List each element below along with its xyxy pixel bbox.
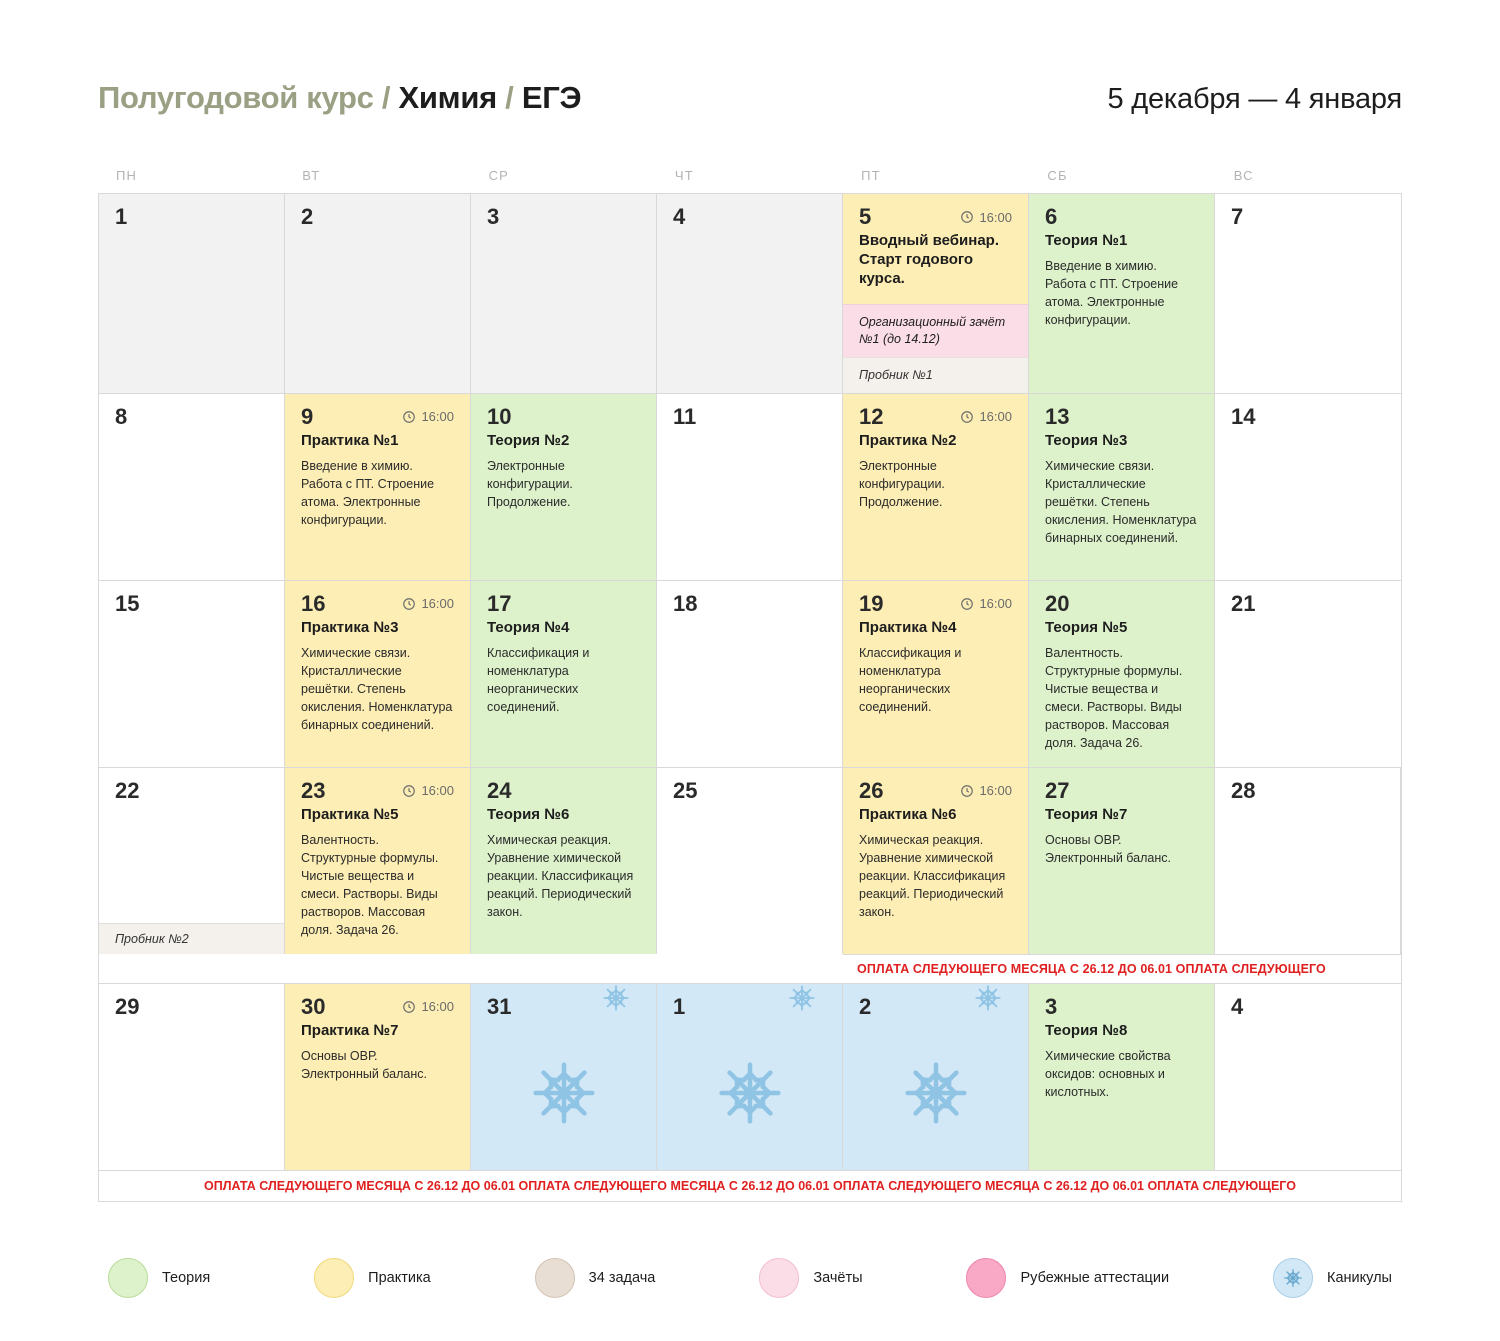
page-title [98,80,581,116]
day-number: 7 [1231,204,1244,229]
event-time-label: 16:00 [421,999,454,1015]
event-title: Теория №7 [1045,805,1128,823]
day-number: 15 [115,590,140,616]
event-title: Теория №1 [1045,232,1128,249]
payment-banner: ОПЛАТА СЛЕДУЮЩЕГО МЕСЯЦА С 26.12 ДО 06.01 ОПЛАТА СЛЕДУЮЩЕГО [843,954,1401,983]
event-description: Классификация и номенклатура неорганических соединений. [487,645,590,714]
legend-item [535,1258,656,1298]
day-number: 2 [859,993,872,1019]
event-title: Практика №4 [859,618,957,636]
calendar-day-cell[interactable] [1215,581,1401,767]
snowflake-icon [716,1059,784,1132]
page-header [98,80,1402,116]
calendar-day-cell[interactable] [657,768,843,954]
snowflake-icon [788,984,816,1017]
event-title: Теория №8 [1045,1021,1128,1039]
weekday-header-row [98,168,1402,183]
calendar-day-cell[interactable] [657,394,843,580]
legend-item [1273,1258,1392,1298]
event-body [843,232,1028,304]
day-number: 11 [673,403,697,429]
day-number: 25 [673,777,698,803]
day-number-row [99,768,284,806]
calendar-day-cell[interactable] [1029,194,1215,393]
day-number-row [1029,768,1214,806]
event-time [402,409,454,424]
event-body [843,432,1028,521]
day-number: 29 [115,993,140,1019]
day-number: 8 [115,403,128,429]
event-description: Электронные конфигурации. Продолжение. [859,458,945,509]
legend-color-dot [759,1258,799,1298]
calendar-day-cell[interactable] [285,194,471,393]
day-number: 13 [1045,403,1070,429]
day-number: 17 [487,590,512,616]
day-number-row [657,581,842,619]
day-number-row [1215,984,1401,1022]
legend-label: Практика [368,1269,431,1286]
day-number: 27 [1045,777,1070,803]
event-body [471,806,656,931]
event-title: Теория №6 [487,805,570,823]
title-separator-1: / [373,80,399,115]
day-number-row [1215,768,1400,806]
day-number-row [99,394,284,432]
legend-label: 34 задача [588,1269,656,1286]
event-body [1029,806,1214,877]
day-number-row [1029,194,1214,232]
weekday-wed: СР [488,168,510,183]
day-number-row [471,768,656,806]
calendar-day-cell[interactable] [1029,394,1215,580]
calendar-day-cell[interactable] [471,984,657,1170]
title-separator-2: / [496,80,522,115]
day-number: 22 [115,777,140,803]
day-number: 14 [1231,403,1256,429]
legend-item [759,1258,862,1298]
event-title: Практика №1 [301,431,399,449]
calendar-day-cell[interactable] [99,194,285,393]
weekday-thu: ЧТ [674,168,694,183]
calendar-day-cell[interactable] [471,394,657,580]
title-course: Полугодовой курс [98,80,374,115]
event-title: Практика №7 [301,1021,399,1039]
event-time [960,596,1012,611]
calendar-day-cell[interactable] [1029,581,1215,767]
legend [98,1258,1402,1298]
event-time-label: 16:00 [421,783,454,799]
probnik-block[interactable]: Пробник №1 [843,357,1028,393]
holiday-decoration [471,1022,656,1170]
day-number: 26 [859,777,884,803]
day-number: 19 [859,590,884,616]
day-number: 3 [1045,993,1058,1019]
day-number: 9 [301,403,314,429]
holiday-decoration [657,1022,842,1170]
day-number: 30 [301,993,326,1019]
event-title: Практика №5 [301,805,399,823]
event-description: Химическая реакция. Уравнение химической реакции. Классификация реакций. Периодический закон. [487,832,634,920]
event-description: Основы ОВР. Электронный баланс. [301,1048,427,1081]
day-number: 24 [487,777,512,803]
day-number-row [1029,394,1214,432]
day-number-row [99,194,284,232]
event-description: Валентность. Структурные формулы. Чистые вещества и смеси. Растворы. Виды растворов. Массовая доля. Задача 26. [301,832,439,938]
calendar-week [99,194,1401,394]
day-number-row [285,394,470,432]
zachet-block[interactable]: Организационный зачёт №1 (до 14.12) [843,304,1028,357]
event-body [285,806,470,950]
legend-color-dot [108,1258,148,1298]
calendar-grid [98,193,1402,1171]
event-description: Химические свойства оксидов: основных и кислотных. [1045,1048,1171,1099]
day-number: 5 [859,204,872,229]
day-number: 4 [673,204,686,229]
day-number-row [285,581,470,619]
day-number-row [657,394,842,432]
weekday-sat: СБ [1047,168,1068,183]
day-number-row [843,394,1028,432]
probnik-block[interactable]: Пробник №2 [99,923,284,954]
legend-color-dot [535,1258,575,1298]
calendar-day-cell[interactable] [285,768,471,954]
event-time [402,999,454,1014]
legend-label: Теория [162,1269,211,1286]
weekday-mon: ПН [116,168,138,183]
event-description: Основы ОВР. Электронный баланс. [1045,832,1171,865]
event-time [402,783,454,798]
legend-item [108,1258,210,1298]
event-time-label: 16:00 [421,409,454,425]
weekday-fri: ПТ [861,168,881,183]
day-number: 10 [487,403,512,429]
day-number: 4 [1231,993,1244,1019]
snowflake-icon [530,1059,598,1132]
legend-item [314,1258,431,1298]
day-number: 21 [1231,590,1256,616]
day-number-row [657,768,842,806]
event-body [285,1022,470,1093]
day-number-row [471,394,656,432]
event-time-label: 16:00 [979,596,1012,612]
calendar-week [99,394,1401,581]
day-number: 28 [1231,777,1256,803]
event-title: Теория №5 [1045,618,1128,636]
day-number: 23 [301,777,326,803]
calendar-day-cell[interactable] [471,768,657,954]
day-number-row [471,194,656,232]
event-time [960,210,1012,225]
snowflake-icon [602,984,630,1017]
day-number: 3 [487,204,500,229]
day-number: 20 [1045,590,1070,616]
calendar-day-cell[interactable] [99,581,285,767]
event-title: Теория №3 [1045,431,1128,449]
event-description: Химические связи. Кристаллические решётки. Степень окисления. Номенклатура бинарных соединений. [1045,458,1197,546]
title-exam: ЕГЭ [521,80,582,115]
event-title: Практика №2 [859,431,957,449]
day-number-row [657,194,842,232]
calendar-day-cell[interactable] [1215,984,1401,1170]
event-body [471,619,656,726]
event-body [471,432,656,521]
event-description: Валентность. Структурные формулы. Чистые вещества и смеси. Растворы. Виды растворов. Массовая доля. Задача 26. [1045,645,1183,751]
event-body [1029,1022,1214,1111]
weekday-sun: ВС [1233,168,1254,183]
event-description: Классификация и номенклатура неорганических соединений. [859,645,962,714]
event-description: Химические связи. Кристаллические решётки. Степень окисления. Номенклатура бинарных соединений. [301,645,453,733]
snowflake-icon [902,1059,970,1132]
calendar-day-cell[interactable] [843,984,1029,1170]
event-time-label: 16:00 [979,209,1012,225]
event-time-label: 16:00 [979,409,1012,425]
day-number: 31 [487,993,512,1019]
event-body [843,619,1028,726]
legend-label: Зачёты [813,1269,863,1286]
calendar-day-cell[interactable] [285,984,471,1170]
event-title: Теория №2 [487,431,570,449]
event-title: Практика №6 [859,805,957,823]
event-body [1029,619,1214,763]
day-number-row [285,768,470,806]
event-body [1029,232,1214,339]
event-title: Практика №3 [301,618,399,636]
snowflake-icon [974,984,1002,1017]
day-number: 16 [301,590,326,616]
day-number: 1 [115,204,128,229]
event-time-label: 16:00 [979,783,1012,799]
calendar-day-cell[interactable] [285,394,471,580]
calendar-day-cell[interactable] [843,194,1029,393]
calendar-day-cell[interactable] [843,394,1029,580]
calendar-week [99,984,1401,1171]
legend-color-dot [1273,1258,1313,1298]
calendar-day-cell[interactable] [285,581,471,767]
calendar-day-cell[interactable] [1029,984,1215,1170]
day-number-row [99,984,284,1022]
day-number-row [285,984,470,1022]
day-number-row [843,194,1028,232]
day-number: 18 [673,590,698,616]
event-time [402,596,454,611]
calendar-day-cell[interactable] [1029,768,1215,954]
calendar-day-cell[interactable] [471,194,657,393]
day-number-row [843,768,1028,806]
day-number-row [471,581,656,619]
payment-notice-row: ОПЛАТА СЛЕДУЮЩЕГО МЕСЯЦА С 26.12 ДО 06.01 ОПЛАТА СЛЕДУЮЩЕГО МЕСЯЦА С 26.12 ДО 06.01 ОПЛАТА СЛЕДУЮЩЕГО МЕСЯЦА С 26.12 ДО 06.01 ОПЛАТА СЛЕДУЮЩЕГО [98,1171,1402,1202]
calendar-day-cell[interactable] [1215,394,1401,580]
calendar-week [99,768,1401,984]
day-number-row [99,581,284,619]
event-body [1029,432,1214,557]
day-number-row [1215,581,1401,619]
event-description: Химическая реакция. Уравнение химической реакции. Классификация реакций. Периодический закон. [859,832,1006,920]
holiday-decoration [843,1022,1028,1170]
day-number-row [1029,984,1214,1022]
event-body [285,432,470,539]
calendar-day-cell[interactable] [99,768,285,954]
calendar-day-cell[interactable] [99,984,285,1170]
title-subject: Химия [398,80,497,115]
calendar-day-cell[interactable] [1215,768,1401,954]
day-number-row [1215,194,1401,232]
day-number-row [285,194,470,232]
event-description: Электронные конфигурации. Продолжение. [487,458,573,509]
event-body [285,619,470,744]
calendar-day-cell[interactable] [657,194,843,393]
legend-label: Рубежные аттестации [1020,1269,1170,1286]
day-number: 6 [1045,204,1058,229]
day-number-row [1029,581,1214,619]
event-title: Теория №4 [487,618,570,636]
day-number: 12 [859,403,884,429]
calendar-day-cell[interactable] [843,768,1029,954]
event-title: Вводный вебинар. Старт годового курса. [859,232,999,287]
event-time [960,783,1012,798]
date-range: 5 декабря — 4 января [1107,83,1402,115]
legend-color-dot [966,1258,1006,1298]
event-body [843,806,1028,931]
day-number: 2 [301,204,314,229]
calendar-day-cell[interactable] [657,581,843,767]
event-description: Введение в химию. Работа с ПТ. Строение атома. Электронные конфигурации. [301,458,435,527]
legend-color-dot [314,1258,354,1298]
legend-item [966,1258,1169,1298]
calendar-day-cell[interactable] [843,581,1029,767]
event-time-label: 16:00 [421,596,454,612]
day-number: 1 [673,993,686,1019]
event-time [960,409,1012,424]
event-description: Введение в химию. Работа с ПТ. Строение атома. Электронные конфигурации. [1045,258,1179,328]
calendar-day-cell[interactable] [471,581,657,767]
day-number-row [1215,394,1401,432]
calendar-day-cell[interactable] [99,394,285,580]
weekday-tue: ВТ [302,168,321,183]
legend-label: Каникулы [1327,1269,1392,1286]
calendar-day-cell[interactable] [657,984,843,1170]
calendar-day-cell[interactable] [1215,194,1401,393]
day-number-row [843,581,1028,619]
calendar-week [99,581,1401,768]
